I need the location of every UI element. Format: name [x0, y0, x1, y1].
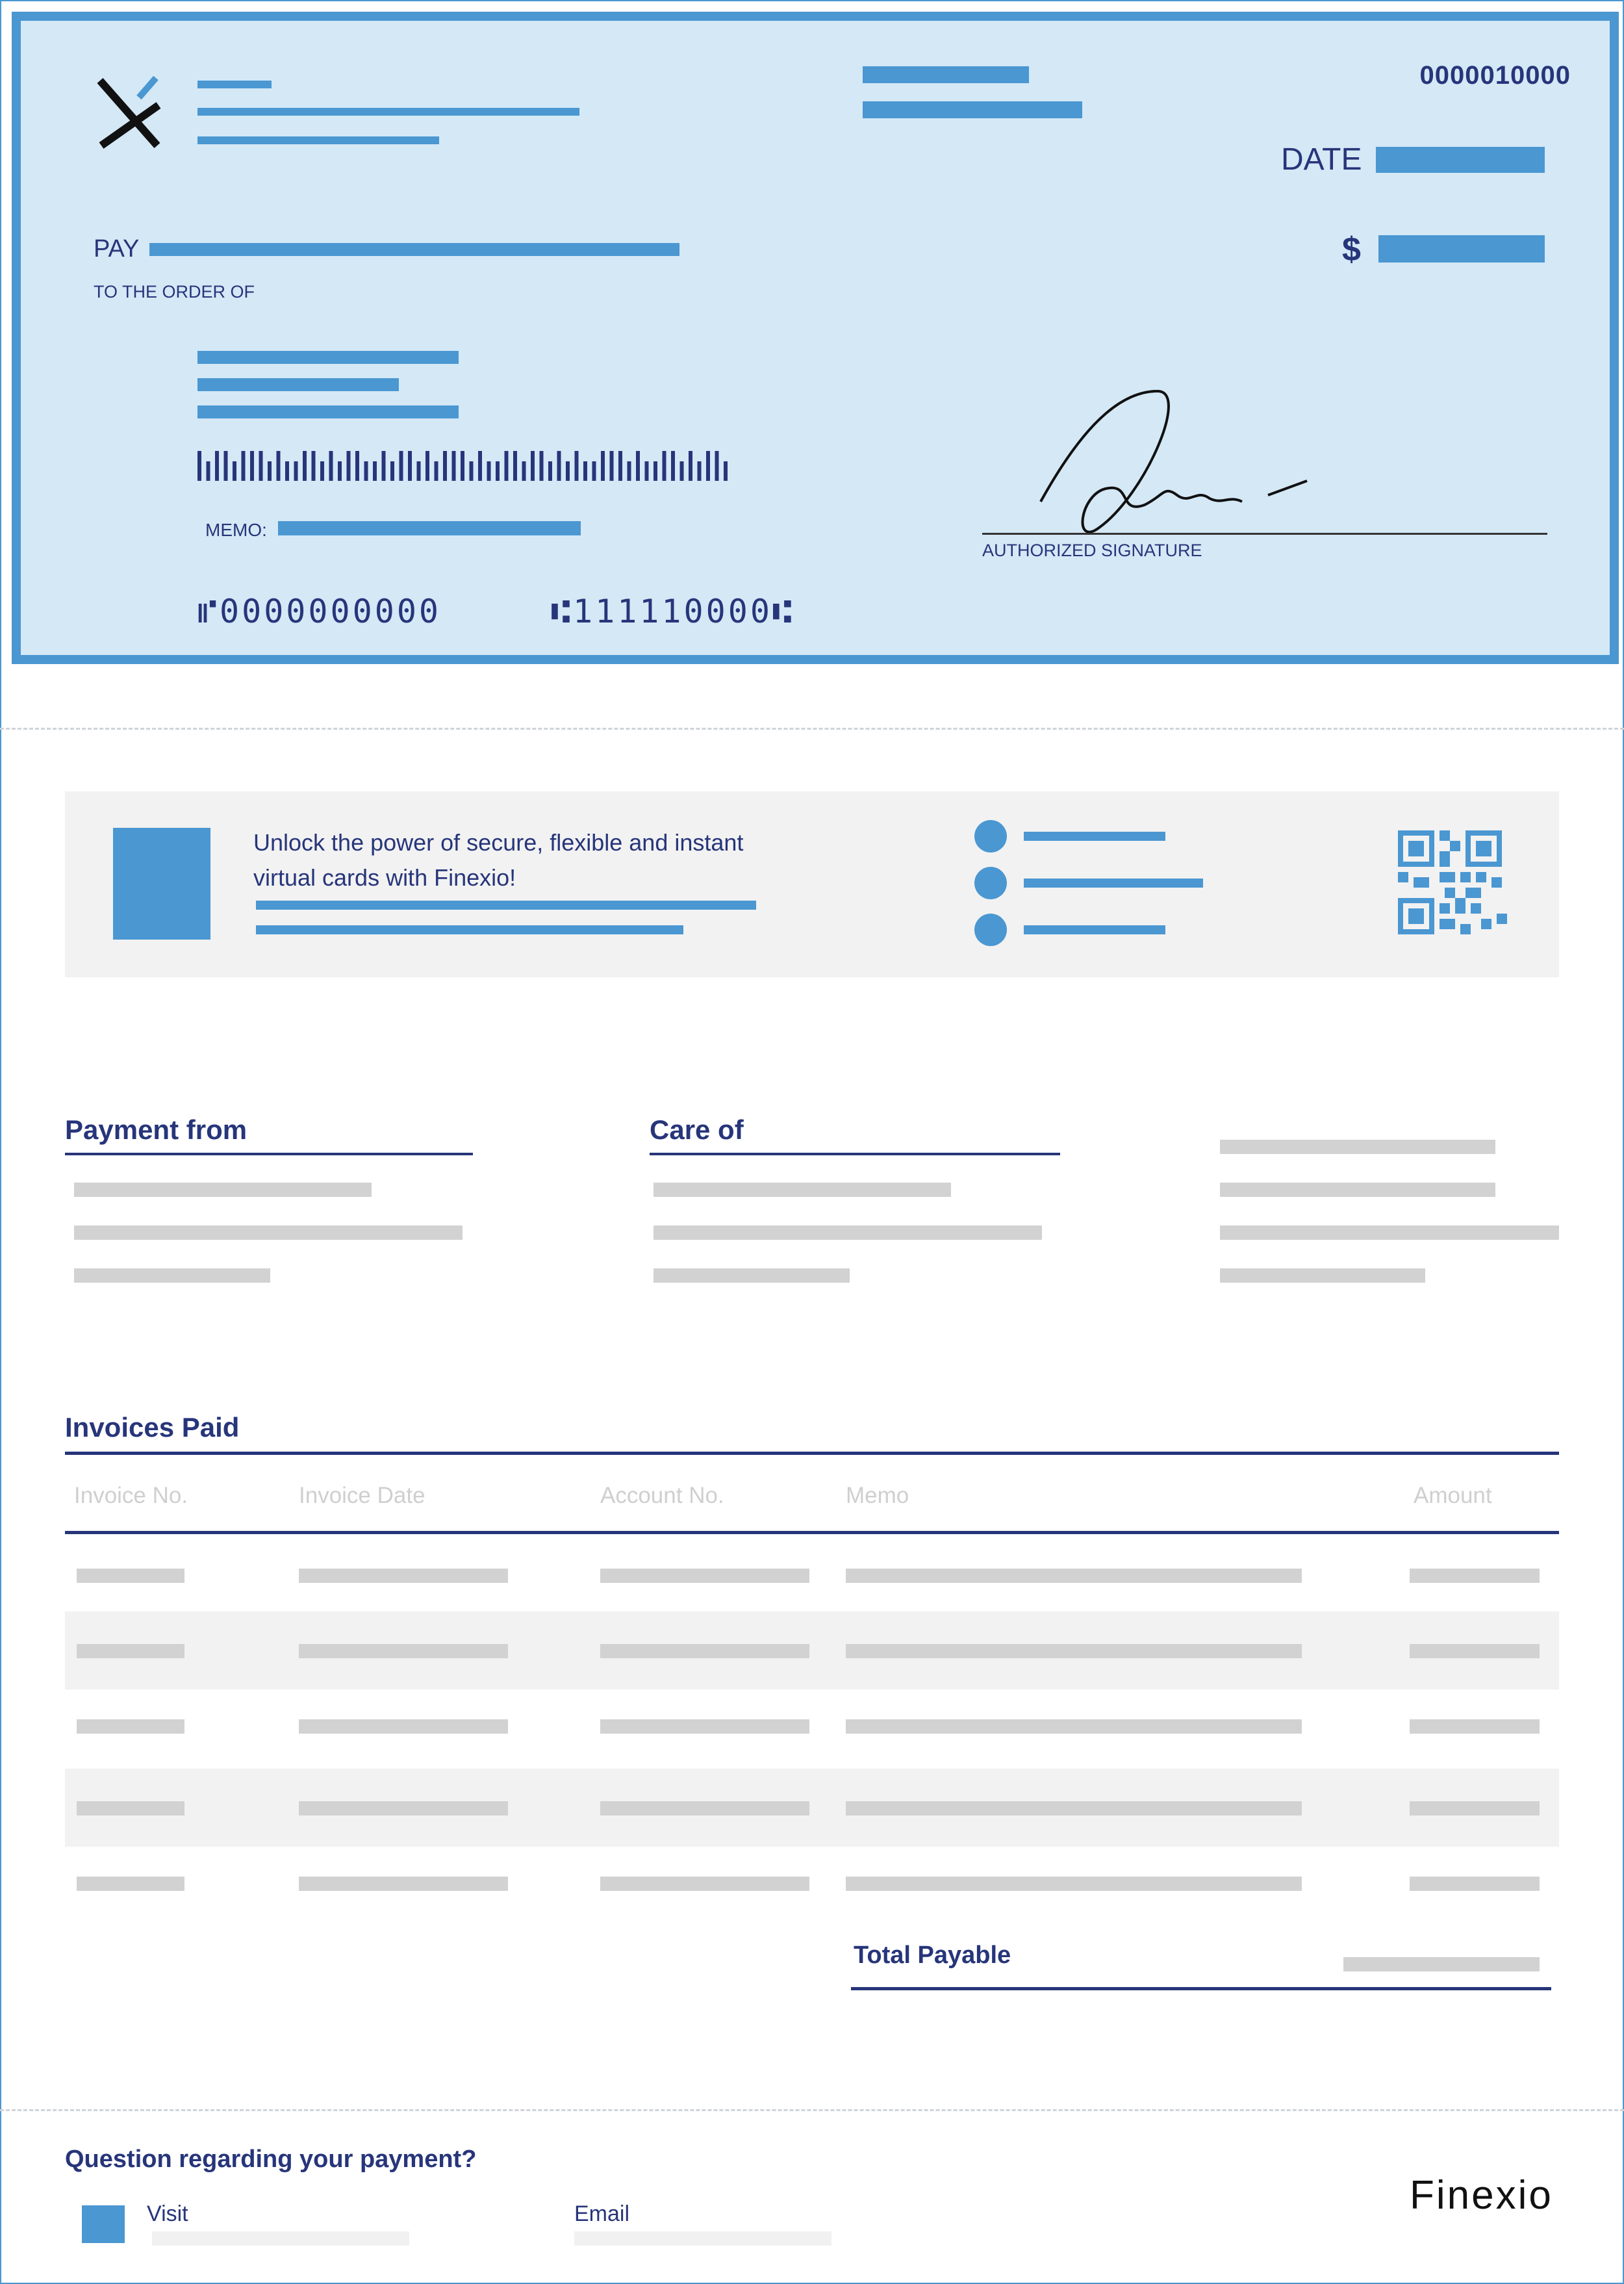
visit-label: Visit	[147, 2201, 188, 2226]
table-cell	[846, 1719, 1302, 1734]
address-line-2	[197, 378, 399, 391]
table-cell	[1410, 1877, 1540, 1891]
table-row-shade	[65, 1611, 1559, 1689]
invoices-rule-top	[65, 1452, 1559, 1455]
table-cell	[299, 1801, 508, 1816]
email-link[interactable]	[574, 2231, 831, 2246]
payment-from-title: Payment from	[65, 1114, 247, 1145]
payment-from-line-1	[74, 1183, 372, 1197]
tear-line-top	[0, 728, 1624, 730]
column-header-memo: Memo	[846, 1483, 909, 1508]
column-header-invoice-no: Invoice No.	[74, 1483, 188, 1508]
care-of-title: Care of	[650, 1114, 744, 1145]
table-cell	[299, 1877, 508, 1891]
bank-line-2	[863, 101, 1082, 118]
column-header-account-no: Account No.	[600, 1483, 724, 1508]
postal-barcode	[197, 450, 737, 482]
table-cell	[600, 1801, 809, 1816]
signature-line	[982, 533, 1547, 535]
table-cell	[77, 1719, 184, 1734]
care-of-rule	[650, 1153, 1060, 1155]
table-cell	[600, 1877, 809, 1891]
memo-field	[278, 521, 581, 535]
total-rule	[851, 1987, 1551, 1990]
column-header-invoice-date: Invoice Date	[299, 1483, 425, 1508]
promo-card-image	[113, 828, 210, 940]
visit-icon	[82, 2205, 125, 2243]
payment-from-rule	[65, 1153, 473, 1155]
date-label: DATE	[1281, 142, 1362, 177]
invoices-title: Invoices Paid	[65, 1412, 240, 1443]
address-line-1	[197, 351, 459, 364]
table-cell	[1410, 1569, 1540, 1583]
total-amount	[1343, 1957, 1540, 1971]
date-field	[1376, 147, 1545, 173]
signature-image	[1034, 365, 1320, 541]
footer-question: Question regarding your payment?	[65, 2146, 477, 2173]
bullet-dot-icon	[974, 867, 1007, 899]
visit-link[interactable]	[152, 2231, 409, 2246]
table-cell	[846, 1801, 1302, 1816]
tear-line-bottom	[0, 2109, 1624, 2111]
table-cell	[1410, 1801, 1540, 1816]
payer-line-3	[197, 136, 439, 144]
bullet-line-1	[1024, 832, 1165, 841]
table-cell	[846, 1569, 1302, 1583]
table-cell	[600, 1569, 809, 1583]
payment-from-line-2	[74, 1225, 463, 1240]
table-cell	[1410, 1719, 1540, 1734]
promo-line-2	[256, 925, 683, 934]
micr-routing: ⑈0000000000	[197, 593, 442, 630]
bank-line-1	[863, 66, 1029, 83]
invoices-rule-header	[65, 1531, 1559, 1534]
table-cell	[1410, 1644, 1540, 1658]
care-of-line-2	[653, 1225, 1042, 1240]
table-cell	[846, 1644, 1302, 1658]
payee-field	[149, 243, 679, 256]
table-cell	[846, 1877, 1302, 1891]
pay-label: PAY	[94, 235, 140, 263]
payer-line-2	[197, 108, 579, 116]
address-block-line-2	[1220, 1183, 1495, 1197]
payer-line-1	[197, 81, 272, 88]
care-of-line-1	[653, 1183, 951, 1197]
check	[12, 12, 1619, 664]
bullet-dot-icon	[974, 914, 1007, 946]
total-label: Total Payable	[854, 1942, 1011, 1969]
table-cell	[299, 1569, 508, 1583]
qr-code-icon[interactable]	[1398, 830, 1512, 945]
address-block-line-1	[1220, 1140, 1495, 1154]
table-cell	[77, 1801, 184, 1816]
micr-account: ⑆111110000⑆	[551, 593, 794, 630]
bullet-dot-icon	[974, 820, 1007, 853]
table-cell	[77, 1877, 184, 1891]
bullet-line-3	[1024, 925, 1165, 934]
signature-label: AUTHORIZED SIGNATURE	[982, 541, 1202, 560]
table-cell	[299, 1719, 508, 1734]
bullet-line-2	[1024, 879, 1203, 888]
email-label: Email	[574, 2201, 630, 2226]
promo-text: Unlock the power of secure, flexible and instant virtual cards with Finexio!	[253, 829, 744, 891]
payment-from-line-3	[74, 1268, 270, 1283]
table-cell	[77, 1569, 184, 1583]
address-line-3	[197, 405, 459, 418]
table-cell	[299, 1644, 508, 1658]
finexio-brand-logo: Finexio	[1410, 2173, 1553, 2218]
table-cell	[77, 1644, 184, 1658]
check-logo-icon	[94, 74, 165, 151]
currency-symbol: $	[1342, 231, 1361, 268]
address-block-line-4	[1220, 1268, 1425, 1283]
table-cell	[600, 1644, 809, 1658]
promo-banner	[65, 791, 1559, 977]
table-row-shade	[65, 1769, 1559, 1847]
memo-label: MEMO:	[205, 520, 267, 540]
address-block-line-3	[1220, 1225, 1559, 1240]
table-cell	[600, 1719, 809, 1734]
column-header-amount: Amount	[1414, 1483, 1492, 1508]
care-of-line-3	[653, 1268, 850, 1283]
promo-line-1	[256, 901, 756, 910]
check-number: 0000010000	[1419, 61, 1571, 90]
amount-field	[1378, 235, 1545, 263]
order-label: TO THE ORDER OF	[94, 282, 255, 302]
